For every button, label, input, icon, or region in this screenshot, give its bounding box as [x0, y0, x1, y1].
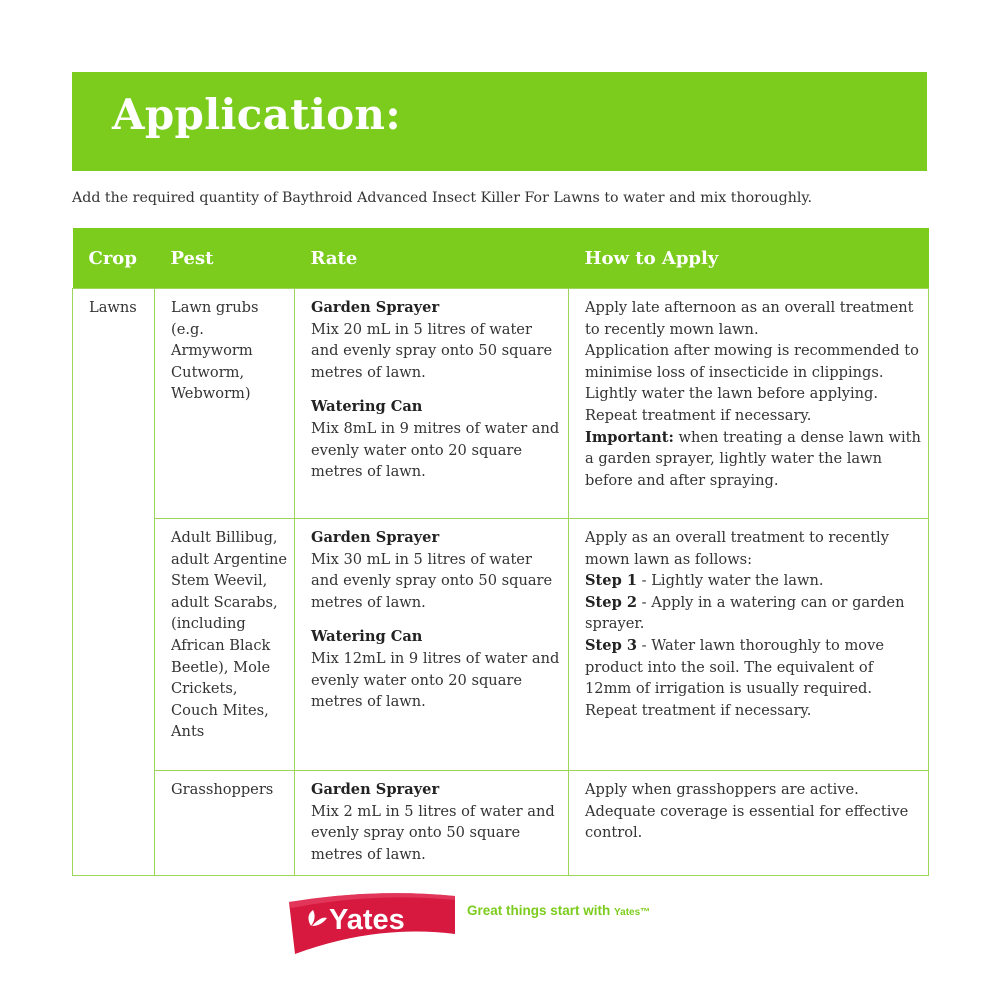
rate-sprayer-title: Garden Sprayer	[311, 299, 440, 316]
tagline	[467, 903, 650, 918]
application-table	[72, 228, 929, 876]
application-banner	[72, 72, 927, 171]
how-text: Apply as an overall treatment to recently mown lawn as follows:	[585, 529, 889, 568]
header-pest: Pest	[155, 228, 295, 289]
header-rate: Rate	[295, 228, 569, 289]
header-crop: Crop	[73, 228, 155, 289]
how-text: Repeat treatment if necessary.	[585, 701, 812, 719]
rate-sprayer-text: Mix 20 mL in 5 litres of water and evenly spray onto 50 square metres of lawn.	[311, 320, 553, 381]
pest-cell: Lawn grubs (e.g. Armyworm Cutworm, Webworm)	[155, 289, 295, 519]
step-1	[585, 570, 922, 592]
step-label: Step 2	[585, 593, 638, 611]
how-cell	[569, 289, 929, 519]
rate-can-title: Watering Can	[311, 628, 423, 646]
step-label: Step 3	[585, 636, 638, 654]
intro-text: Add the required quantity of Baythroid Advanced Insect Killer For Lawns to water and mix thoroughly.	[72, 190, 813, 206]
step-text: - Apply in a watering can or garden sprayer.	[585, 593, 905, 633]
table-header-row	[73, 228, 929, 289]
pest-cell: Adult Billibug, adult Argentine Stem Weevil, adult Scarabs, (including African Black Beetle), Mole Crickets, Couch Mites, Ants	[155, 519, 295, 771]
trademark-symbol: ™	[640, 907, 651, 918]
rate-sprayer-text: Mix 30 mL in 5 litres of water and evenly spray onto 50 square metres of lawn.	[311, 550, 553, 611]
rate-cell	[295, 289, 569, 519]
important-label: Important:	[585, 428, 674, 446]
crop-cell: Lawns	[73, 289, 155, 876]
important-note	[585, 427, 922, 492]
how-text: Repeat treatment if necessary.	[585, 406, 812, 424]
pest-cell: Grasshoppers	[155, 771, 295, 876]
step-text: - Water lawn thoroughly to move product into the soil. The equivalent of 12mm of irrigation is usually required.	[585, 636, 884, 698]
header-how-to-apply: How to Apply	[569, 228, 929, 289]
tagline-text: Great things start with	[467, 903, 615, 918]
step-label: Step 1	[585, 572, 638, 590]
rate-cell	[295, 771, 569, 876]
step-text: - Lightly water the lawn.	[637, 572, 824, 590]
page-title: Application:	[112, 90, 402, 139]
table-row	[73, 771, 929, 876]
yates-logo	[285, 890, 460, 962]
rate-can-title: Watering Can	[311, 398, 423, 416]
table-row	[73, 519, 929, 771]
step-3	[585, 635, 922, 700]
how-text: Lightly water the lawn before applying.	[585, 385, 879, 403]
logo-wordmark: Yates	[329, 904, 405, 936]
how-cell	[569, 771, 929, 876]
table-row	[73, 289, 929, 519]
tagline-brand: Yates	[614, 907, 641, 918]
step-2	[585, 592, 922, 635]
rate-cell	[295, 519, 569, 771]
rate-sprayer-text: Mix 2 mL in 5 litres of water and evenly spray onto 50 square metres of lawn.	[311, 802, 555, 863]
important-text: when treating a dense lawn with a garden sprayer, lightly water the lawn before and after spraying.	[585, 428, 921, 489]
rate-can-text: Mix 12mL in 9 litres of water and evenly water onto 20 square metres of lawn.	[311, 649, 560, 711]
yates-logo-graphic	[285, 890, 460, 958]
how-cell	[569, 519, 929, 771]
rate-sprayer-title: Garden Sprayer	[311, 781, 440, 798]
how-text: Apply late afternoon as an overall treatment to recently mown lawn.	[585, 299, 914, 338]
how-text: Apply when grasshoppers are active. Adequate coverage is essential for effective control.	[585, 781, 909, 842]
footer	[0, 885, 1000, 955]
how-text: Application after mowing is recommended to minimise loss of insecticide in clippings.	[585, 342, 919, 381]
rate-sprayer-title: Garden Sprayer	[311, 529, 440, 546]
rate-can-text: Mix 8mL in 9 mitres of water and evenly water onto 20 square metres of lawn.	[311, 419, 560, 481]
